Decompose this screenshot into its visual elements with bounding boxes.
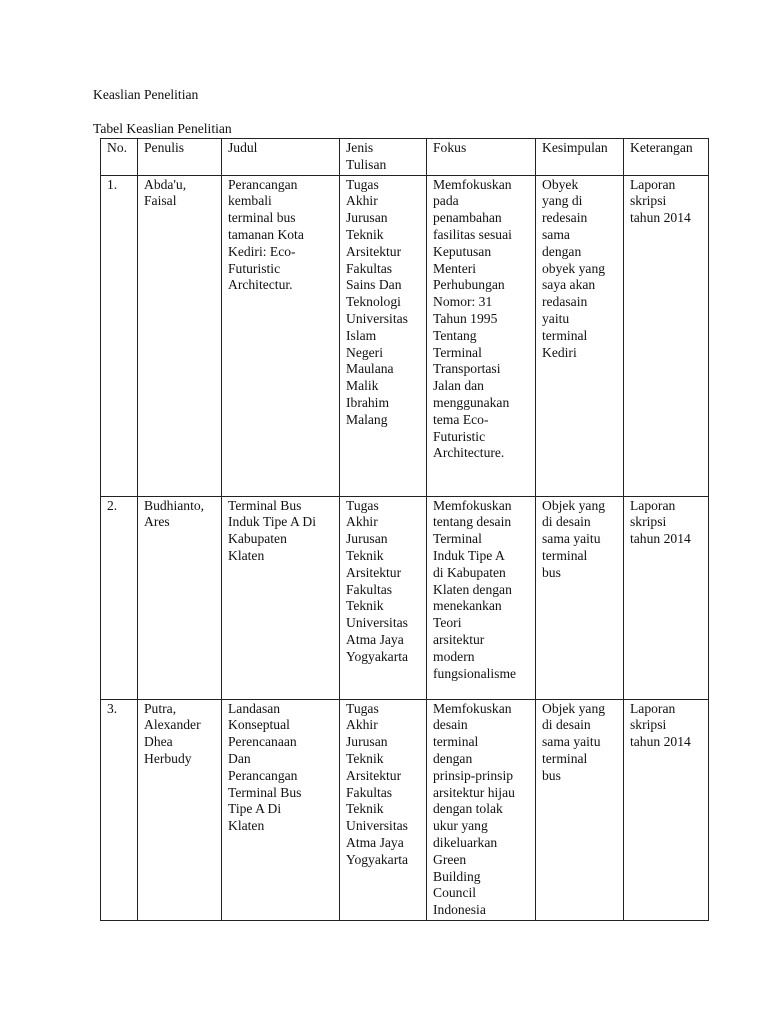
cell-line: Landasan (228, 700, 281, 716)
cell-line: Keputusan (433, 243, 492, 259)
cell-line: sama (542, 226, 570, 242)
cell-line: Arsitektur (346, 243, 402, 259)
cell-line: Teknik (346, 547, 384, 563)
cell-line: Teknologi (346, 294, 401, 310)
cell-line: Klaten (228, 818, 265, 834)
cell-jenis-tulisan (340, 699, 427, 920)
cell-line: Abda'u, (144, 176, 187, 192)
cell-line: Jurusan (346, 210, 388, 226)
cell-line: Konseptual (228, 717, 290, 733)
table-row (101, 175, 709, 496)
cell-line: terminal (542, 750, 588, 766)
cell-line: Architecture. (433, 445, 505, 461)
cell-penulis (138, 496, 222, 699)
header-no: No. (101, 139, 138, 176)
cell-line: Klaten dengan (433, 581, 512, 597)
cell-line: penambahan (433, 210, 502, 226)
cell-line: Yogyakarta (346, 648, 409, 664)
cell-line: yaitu (542, 310, 570, 326)
cell-line: dengan (433, 750, 473, 766)
cell-line: Laporan (630, 700, 676, 716)
cell-penulis (138, 699, 222, 920)
cell-line: dikeluarkan (433, 834, 498, 850)
cell-line: Indonesia (433, 902, 486, 918)
cell-line: di desain (542, 514, 591, 530)
cell-line: Perancangan (228, 176, 298, 192)
cell-line: menekankan (433, 598, 502, 614)
page-heading: Keaslian Penelitian (93, 87, 199, 102)
header-jenis-tulisan (340, 139, 427, 176)
cell-line: Ibrahim (346, 394, 390, 410)
cell-line: Induk Tipe A (433, 547, 505, 563)
cell-line: tema Eco- (433, 411, 489, 427)
cell-kesimpulan (536, 496, 624, 699)
cell-line: Universitas (346, 310, 408, 326)
cell-line: Memfokuskan (433, 497, 512, 513)
cell-line: Tahun 1995 (433, 310, 498, 326)
cell-line: Dan (228, 750, 251, 766)
cell-jenis-tulisan (340, 175, 427, 496)
cell-judul (222, 175, 340, 496)
cell-line: Jurusan (346, 531, 388, 547)
cell-line: Universitas (346, 818, 408, 834)
cell-line: Architectur. (228, 277, 293, 293)
cell-line: Teknik (346, 226, 384, 242)
cell-line: Building (433, 868, 481, 884)
cell-line: Klaten (228, 547, 265, 563)
cell-line: sama yaitu (542, 734, 601, 750)
header-fokus: Fokus (427, 139, 536, 176)
header-judul: Judul (222, 139, 340, 176)
cell-fokus (427, 699, 536, 920)
cell-line: Putra, (144, 700, 177, 716)
cell-line: Ares (144, 514, 170, 530)
cell-line: Jalan dan (433, 378, 484, 394)
cell-line: dengan (542, 243, 582, 259)
cell-line: Fakultas (346, 260, 393, 276)
cell-keterangan (624, 699, 709, 920)
cell-line: bus (542, 767, 561, 783)
cell-line: Terminal Bus (228, 784, 302, 800)
cell-line: Jurusan (346, 734, 388, 750)
cell-line: Maulana (346, 361, 394, 377)
table-row (101, 699, 709, 920)
table-row (101, 496, 709, 699)
cell-line: Memfokuskan (433, 176, 512, 192)
cell-penulis (138, 175, 222, 496)
cell-judul (222, 496, 340, 699)
cell-line: Tentang (433, 327, 477, 343)
cell-line: arsitektur (433, 631, 485, 647)
cell-line: terminal (433, 734, 479, 750)
cell-fokus (427, 175, 536, 496)
cell-line: obyek yang (542, 260, 606, 276)
header-penulis: Penulis (138, 139, 222, 176)
cell-kesimpulan (536, 175, 624, 496)
cell-line: Terminal (433, 344, 482, 360)
cell-line: desain (433, 717, 468, 733)
cell-line: skripsi (630, 193, 667, 209)
cell-line: Transportasi (433, 361, 501, 377)
cell-line: Malang (346, 411, 388, 427)
cell-line: Alexander (144, 717, 201, 733)
cell-line: Induk Tipe A Di (228, 514, 317, 530)
cell-line: arsitektur hijau (433, 784, 515, 800)
cell-line: skripsi (630, 514, 667, 530)
cell-line: Herbudy (144, 750, 192, 766)
cell-line: Tugas (346, 497, 379, 513)
cell-line: Memfokuskan (433, 700, 512, 716)
cell-kesimpulan (536, 699, 624, 920)
originality-table (100, 138, 709, 921)
cell-line: di desain (542, 717, 591, 733)
cell-line: Akhir (346, 514, 378, 530)
cell-fokus (427, 496, 536, 699)
cell-no: 2. (101, 496, 138, 699)
cell-line: bus (542, 564, 561, 580)
cell-line: Fakultas (346, 581, 393, 597)
cell-line: redesain (542, 210, 588, 226)
cell-line: Faisal (144, 193, 177, 209)
cell-line: Terminal (433, 531, 482, 547)
cell-no: 1. (101, 175, 138, 496)
cell-line: Green (433, 851, 467, 867)
header-jenis-line: Tulisan (346, 156, 387, 172)
cell-line: terminal (542, 327, 588, 343)
cell-line: Kediri: Eco- (228, 243, 296, 259)
cell-line: tentang desain (433, 514, 512, 530)
cell-line: Akhir (346, 717, 378, 733)
cell-jenis-tulisan (340, 496, 427, 699)
cell-line: Perancangan (228, 767, 298, 783)
cell-line: Malik (346, 378, 379, 394)
cell-line: fasilitas sesuai (433, 226, 512, 242)
header-keterangan: Keterangan (624, 139, 709, 176)
cell-line: modern (433, 648, 475, 664)
cell-line: Tugas (346, 176, 379, 192)
cell-line: Council (433, 885, 477, 901)
cell-line: Teknik (346, 598, 384, 614)
cell-line: Futuristic (228, 260, 281, 276)
cell-line: terminal bus (228, 210, 296, 226)
table-header-row (101, 139, 709, 176)
cell-line: Futuristic (433, 428, 486, 444)
cell-line: Perencanaan (228, 734, 297, 750)
cell-line: Kabupaten (228, 531, 287, 547)
cell-line: redasain (542, 294, 588, 310)
cell-line: Laporan (630, 497, 676, 513)
table-caption: Tabel Keaslian Penelitian (93, 121, 232, 136)
cell-keterangan (624, 496, 709, 699)
cell-line: Teori (433, 615, 462, 631)
cell-line: Dhea (144, 734, 173, 750)
cell-line: menggunakan (433, 394, 510, 410)
cell-line: saya akan (542, 277, 596, 293)
cell-line: Obyek (542, 176, 579, 192)
cell-line: tahun 2014 (630, 531, 691, 547)
cell-line: di Kabupaten (433, 564, 506, 580)
cell-line: Tugas (346, 700, 379, 716)
cell-line: Objek yang (542, 700, 606, 716)
cell-line: terminal (542, 547, 588, 563)
cell-line: tahun 2014 (630, 210, 691, 226)
cell-line: ukur yang (433, 818, 488, 834)
cell-no: 3. (101, 699, 138, 920)
cell-line: kembali (228, 193, 272, 209)
cell-line: Arsitektur (346, 767, 402, 783)
header-jenis-line: Jenis (346, 140, 374, 155)
cell-line: Menteri (433, 260, 477, 276)
cell-line: Universitas (346, 615, 408, 631)
cell-line: tahun 2014 (630, 734, 691, 750)
cell-line: Tipe A Di (228, 801, 282, 817)
cell-line: skripsi (630, 717, 667, 733)
cell-line: Nomor: 31 (433, 294, 493, 310)
cell-line: Atma Jaya (346, 631, 404, 647)
cell-line: Terminal Bus (228, 497, 302, 513)
cell-line: yang di (542, 193, 583, 209)
cell-line: Perhubungan (433, 277, 505, 293)
cell-judul (222, 699, 340, 920)
cell-line: dengan tolak (433, 801, 503, 817)
cell-line: sama yaitu (542, 531, 601, 547)
cell-line: Yogyakarta (346, 851, 409, 867)
cell-line: Sains Dan (346, 277, 402, 293)
cell-line: fungsionalisme (433, 665, 517, 681)
cell-line: Akhir (346, 193, 378, 209)
cell-line: Laporan (630, 176, 676, 192)
cell-line: Kediri (542, 344, 577, 360)
cell-line: Atma Jaya (346, 834, 404, 850)
cell-line: Budhianto, (144, 497, 205, 513)
cell-line: prinsip-prinsip (433, 767, 514, 783)
cell-line: Teknik (346, 801, 384, 817)
cell-line: Arsitektur (346, 564, 402, 580)
cell-line: Islam (346, 327, 377, 343)
cell-line: pada (433, 193, 459, 209)
cell-line: Fakultas (346, 784, 393, 800)
cell-line: Objek yang (542, 497, 606, 513)
cell-keterangan (624, 175, 709, 496)
header-kesimpulan: Kesimpulan (536, 139, 624, 176)
cell-line: Teknik (346, 750, 384, 766)
cell-line: Negeri (346, 344, 383, 360)
cell-line: tamanan Kota (228, 226, 304, 242)
